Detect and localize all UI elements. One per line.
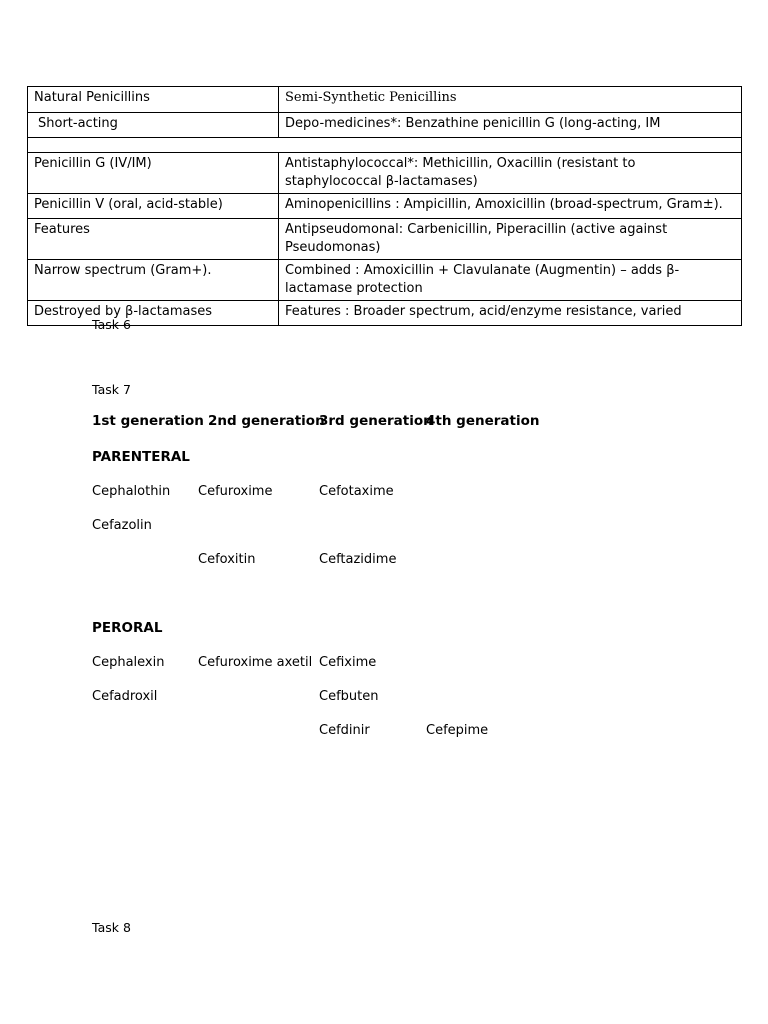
- drug-cefoxitin: Cefoxitin: [198, 552, 256, 567]
- table-cell: Destroyed by β-lactamases: [28, 301, 279, 326]
- table-row: [28, 194, 742, 219]
- drug-cefepime: Cefepime: [426, 723, 489, 738]
- drug-cefdinir: Cefdinir: [319, 723, 370, 738]
- table-cell: Features: [28, 219, 279, 260]
- generation-3-heading: 3rd generation: [319, 413, 433, 429]
- table-cell: Depo-medicines*: Benzathine penicillin G (long-acting, IM: [279, 113, 742, 138]
- drug-cefadroxil: Cefadroxil: [92, 689, 158, 704]
- table-cell: Penicillin V (oral, acid-stable): [28, 194, 279, 219]
- generation-1-heading: 1st generation: [92, 413, 204, 429]
- drug-cefazolin: Cefazolin: [92, 518, 152, 533]
- penicillin-table: [27, 86, 742, 326]
- table-cell: Antistaphylococcal*: Methicillin, Oxacillin (resistant to staphylococcal β-lactamases): [279, 153, 742, 194]
- peroral-heading: PERORAL: [92, 620, 163, 636]
- table-spacer-cell: [28, 138, 742, 153]
- table-row: [28, 219, 742, 260]
- task-7-label: Task 7: [92, 382, 131, 397]
- table-row: [28, 153, 742, 194]
- generation-2-heading: 2nd generation: [208, 413, 325, 429]
- table-cell: Antipseudomonal: Carbenicillin, Piperacillin (active against Pseudomonas): [279, 219, 742, 260]
- header-natural-penicillins: Natural Penicillins: [28, 87, 279, 113]
- table-row: [28, 113, 742, 138]
- task-8-label: Task 8: [92, 920, 131, 935]
- table-cell: Aminopenicillins : Ampicillin, Amoxicillin (broad-spectrum, Gram±).: [279, 194, 742, 219]
- drug-cefbuten: Cefbuten: [319, 689, 379, 704]
- generation-4-heading: 4th generation: [426, 413, 540, 429]
- table-cell: Features : Broader spectrum, acid/enzyme resistance, varied: [279, 301, 742, 326]
- drug-ceftazidime: Ceftazidime: [319, 552, 397, 567]
- table-cell: Short-acting: [28, 113, 279, 138]
- drug-cephalexin: Cephalexin: [92, 655, 165, 670]
- drug-cefuroxime: Cefuroxime: [198, 484, 273, 499]
- table-row: [28, 260, 742, 301]
- table-header-row: [28, 87, 742, 113]
- table-cell: Penicillin G (IV/IM): [28, 153, 279, 194]
- table-cell: Combined : Amoxicillin + Clavulanate (Augmentin) – adds β-lactamase protection: [279, 260, 742, 301]
- table-spacer-row: [28, 138, 742, 153]
- drug-cefuroxime-axetil: Cefuroxime axetil: [198, 655, 313, 670]
- drug-cefotaxime: Cefotaxime: [319, 484, 394, 499]
- task-6-label: Task 6: [92, 317, 131, 332]
- drug-cefixime: Cefixime: [319, 655, 377, 670]
- header-semi-synthetic-penicillins: Semi-Synthetic Penicillins: [279, 87, 742, 113]
- table-cell: Narrow spectrum (Gram+).: [28, 260, 279, 301]
- table-row: [28, 301, 742, 326]
- parenteral-heading: PARENTERAL: [92, 449, 190, 465]
- drug-cephalothin: Cephalothin: [92, 484, 171, 499]
